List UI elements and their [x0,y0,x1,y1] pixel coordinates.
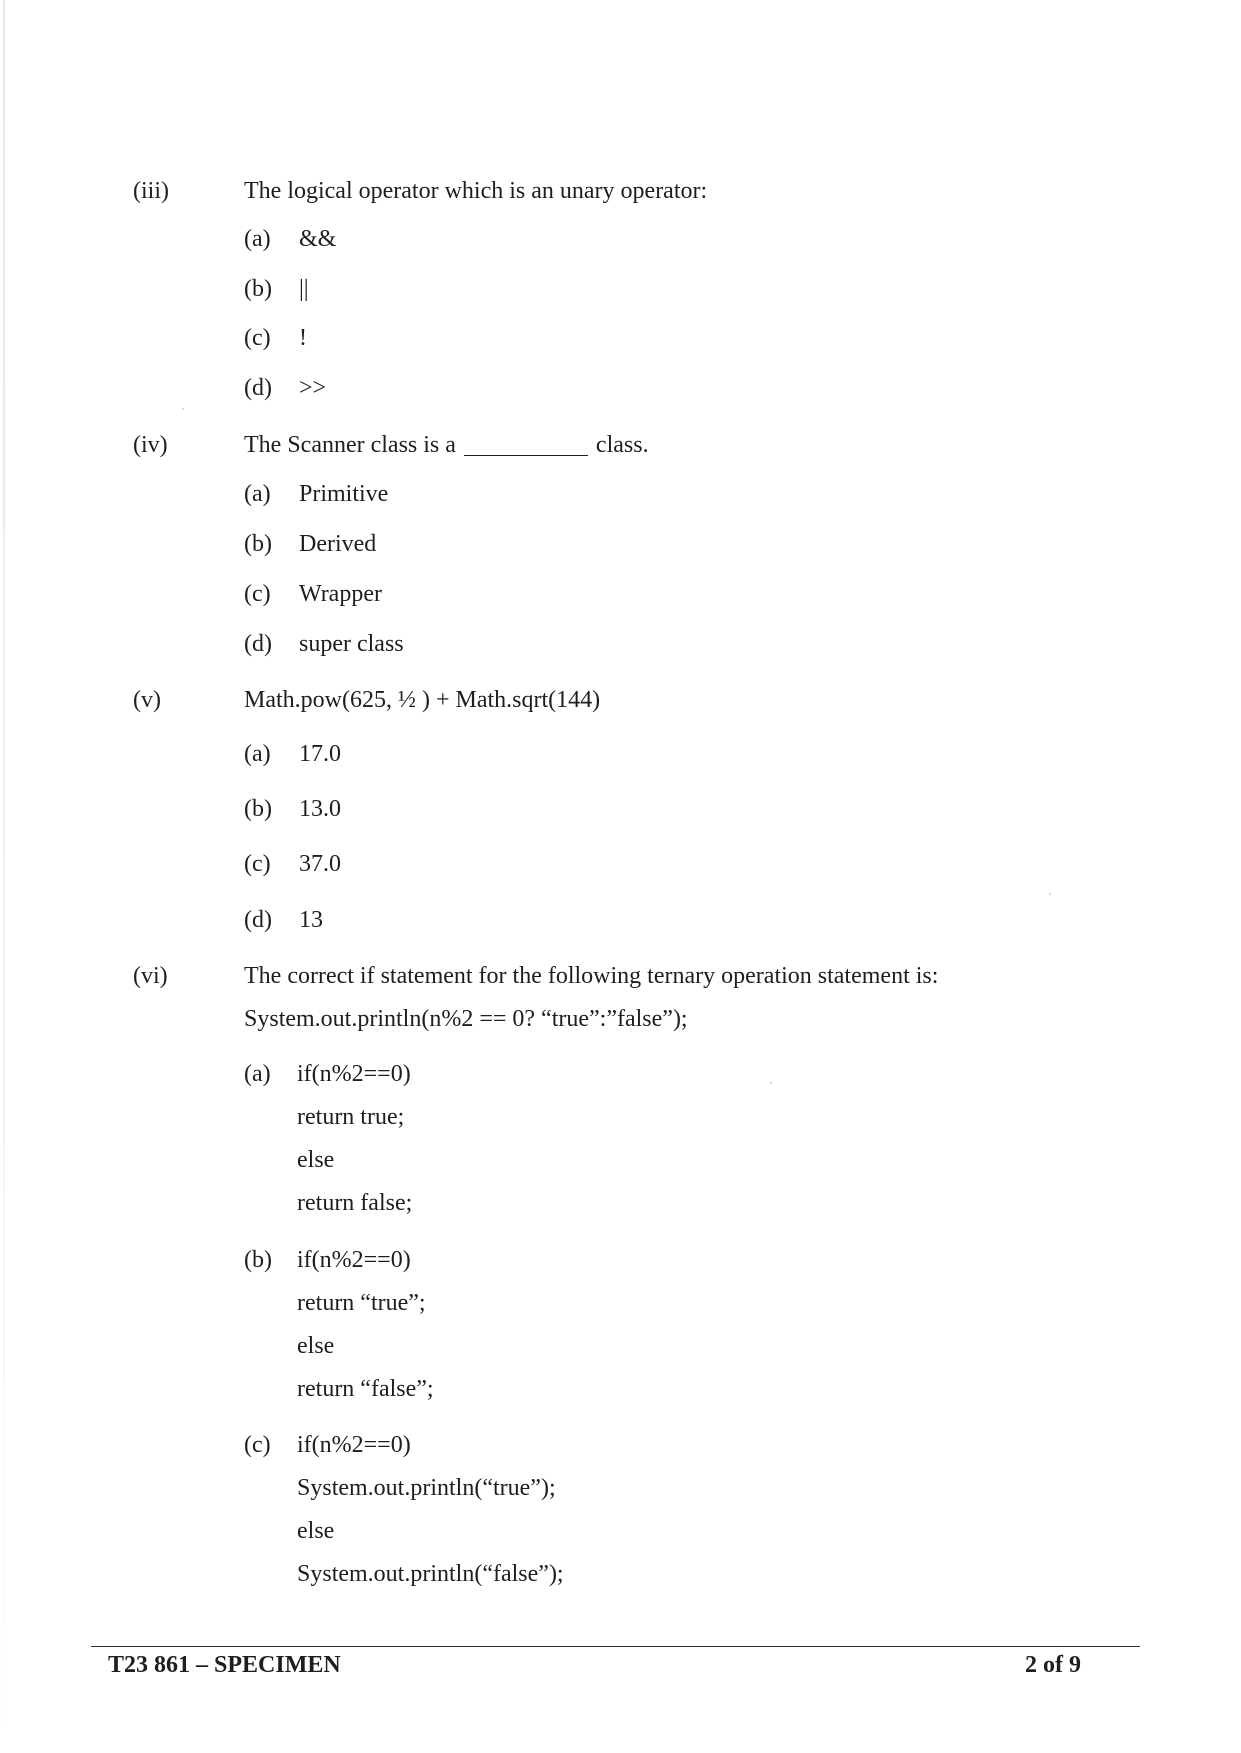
option-value: super class [299,631,404,657]
option-value: Wrapper [299,581,382,607]
code-line: System.out.println(“true”); [297,1475,556,1501]
code-line: return “true”; [297,1290,426,1316]
question-text: The logical operator which is an unary operator: [244,178,708,204]
code-line: return true; [297,1104,405,1130]
code-line: return false; [297,1190,413,1216]
code-line: if(n%2==0) [297,1432,411,1458]
option-value: 13 [299,907,323,933]
code-line: else [297,1333,335,1359]
option-value: Primitive [299,481,389,507]
question-number: (iv) [133,432,168,458]
option-label: (c) [244,581,271,607]
question-number: (vi) [133,963,168,989]
option-label: (b) [244,531,272,557]
option-label: (b) [244,276,272,302]
scan-edge [3,0,5,1753]
option-label: (a) [244,741,271,767]
question-text: Math.pow(625, ½ ) + Math.sqrt(144) [244,687,601,713]
code-line: else [297,1147,335,1173]
option-value: Derived [299,531,377,557]
option-label: (d) [244,375,272,401]
paper-code: T23 861 – SPECIMEN [108,1652,341,1678]
option-label: (c) [244,325,271,351]
option-value: 17.0 [299,741,341,767]
scan-speck [1049,893,1051,895]
option-value: >> [299,375,327,401]
fill-in-blank [464,454,588,456]
question-text [244,433,649,457]
page-number: 2 of 9 [1025,1652,1081,1678]
option-label: (d) [244,907,272,933]
option-value: && [299,226,337,252]
question-number: (iii) [133,178,169,204]
option-value: ! [299,325,307,351]
option-value: 37.0 [299,851,341,877]
question-text: The correct if statement for the following ternary operation statement is: [244,963,939,989]
code-line: return “false”; [297,1376,434,1402]
scan-speck [770,1082,772,1084]
option-label: (a) [244,481,271,507]
question-code: System.out.println(n%2 == 0? “true”:”false”); [244,1006,688,1032]
code-line: if(n%2==0) [297,1247,411,1273]
code-line: else [297,1518,335,1544]
code-line: if(n%2==0) [297,1061,411,1087]
option-label: (b) [244,1247,272,1273]
option-label: (a) [244,1061,271,1087]
code-line: System.out.println(“false”); [297,1561,564,1587]
question-number: (v) [133,687,161,713]
question-text-before: The Scanner class is a [244,432,456,458]
option-label: (c) [244,851,271,877]
option-label: (a) [244,226,271,252]
option-value: 13.0 [299,796,341,822]
question-text-after: class. [595,432,649,458]
scan-speck [182,408,184,410]
option-value: || [299,276,309,302]
option-label: (d) [244,631,272,657]
option-label: (b) [244,796,272,822]
footer-divider [91,1646,1140,1647]
option-label: (c) [244,1432,271,1458]
